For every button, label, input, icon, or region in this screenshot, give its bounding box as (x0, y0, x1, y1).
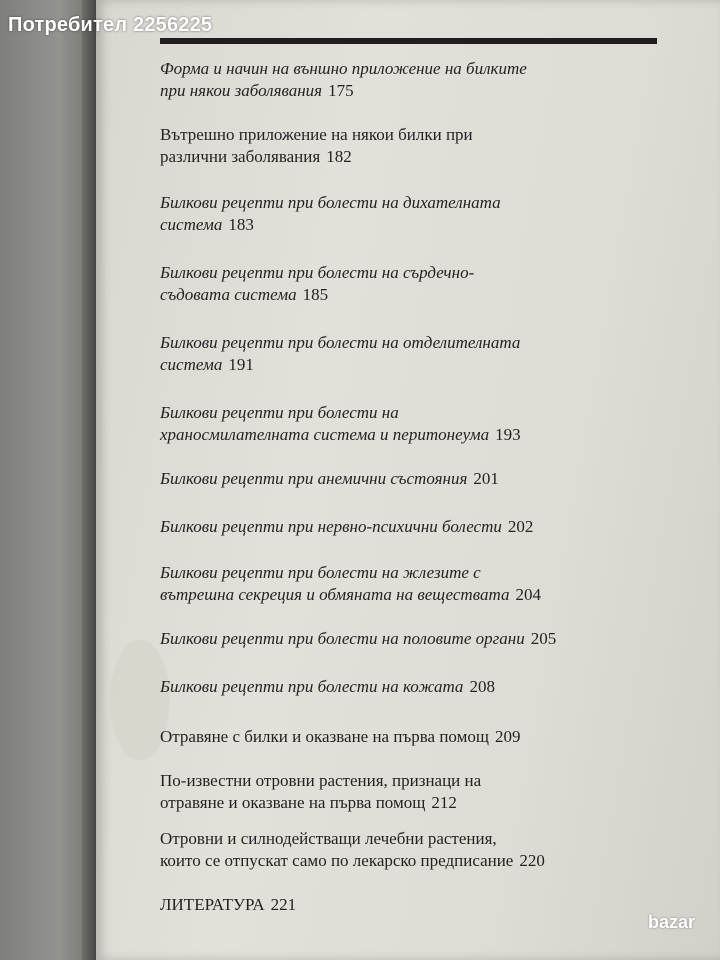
toc-entry (160, 332, 660, 376)
toc-line: система (160, 215, 223, 234)
toc-entry (160, 192, 660, 236)
toc-line: храносмилателната система и перитонеума (160, 425, 490, 444)
toc-page-number: 209 (494, 727, 521, 746)
toc-line: Вътрешно приложение на някои билки при (160, 125, 473, 144)
toc-page-number: 212 (431, 793, 457, 812)
toc-line: Билкови рецепти при анемични състояния (160, 469, 468, 488)
toc-line: Отравяне с билки и оказване на първа помощ (160, 727, 489, 746)
toc-page-number: 204 (515, 585, 541, 604)
toc-entry (160, 402, 660, 446)
toc-page-number: 221 (270, 895, 297, 914)
toc-line: ЛИТЕРАТУРА (160, 895, 265, 914)
toc-line: Билкови рецепти при болести на дихателната (160, 193, 501, 212)
toc-line: Билкови рецепти при болести на сърдечно- (160, 263, 475, 282)
toc-line: Форма и начин на външно приложение на билките (160, 59, 527, 78)
toc-page-number: 183 (228, 215, 254, 234)
toc-page-number: 182 (326, 147, 352, 166)
toc-page-number: 193 (495, 425, 521, 444)
toc-line: Билкови рецепти при болести на жлезите с (160, 563, 481, 582)
toc-entry (160, 124, 660, 168)
seller-watermark: Потребител 2256225 (8, 14, 213, 36)
toc-entry (160, 828, 660, 872)
toc-page-number: 208 (469, 677, 495, 696)
toc-page-number: 202 (507, 517, 534, 536)
toc-line: отравяне и оказване на първа помощ (160, 793, 426, 812)
toc-page-number: 205 (530, 629, 557, 648)
toc-line: По-известни отровни растения, признаци на (160, 771, 482, 790)
toc-page-number: 185 (302, 285, 329, 304)
toc-page-number: 201 (473, 469, 499, 488)
toc-entry (160, 770, 660, 814)
toc-line: при някои заболявания (160, 81, 323, 100)
toc-entry (160, 628, 660, 650)
toc-line: Билкови рецепти при болести на кожата (160, 677, 464, 696)
toc-page-number: 220 (519, 851, 545, 870)
toc-line: които се отпускат само по лекарско предписание (160, 851, 514, 870)
toc-line: Билкови рецепти при болести на отделителната (160, 333, 521, 352)
toc-line: различни заболявания (160, 147, 321, 166)
toc-entry (160, 676, 660, 698)
toc-page-number: 175 (328, 81, 354, 100)
toc-line: система (160, 355, 223, 374)
toc-page-number: 191 (228, 355, 254, 374)
marketplace-logo: bazar (648, 912, 696, 932)
toc-line: Билкови рецепти при болести на половите органи (160, 629, 525, 648)
toc-entry (160, 516, 660, 538)
toc-entry (160, 58, 660, 102)
toc-line: Билкови рецепти при нервно-психични болести (160, 517, 502, 536)
toc-line: Отровни и силнодействащи лечебни растения, (160, 829, 497, 848)
toc-entry (160, 468, 660, 490)
toc-line: съдовата система (160, 285, 297, 304)
toc-line: Билкови рецепти при болести на (160, 403, 399, 422)
header-rule (160, 38, 657, 44)
toc-entry (160, 726, 660, 748)
toc-line: вътрешна секреция и обмяната на веществата (160, 585, 510, 604)
toc-entry (160, 262, 660, 306)
toc-entry (160, 894, 660, 916)
toc-entry (160, 562, 660, 606)
